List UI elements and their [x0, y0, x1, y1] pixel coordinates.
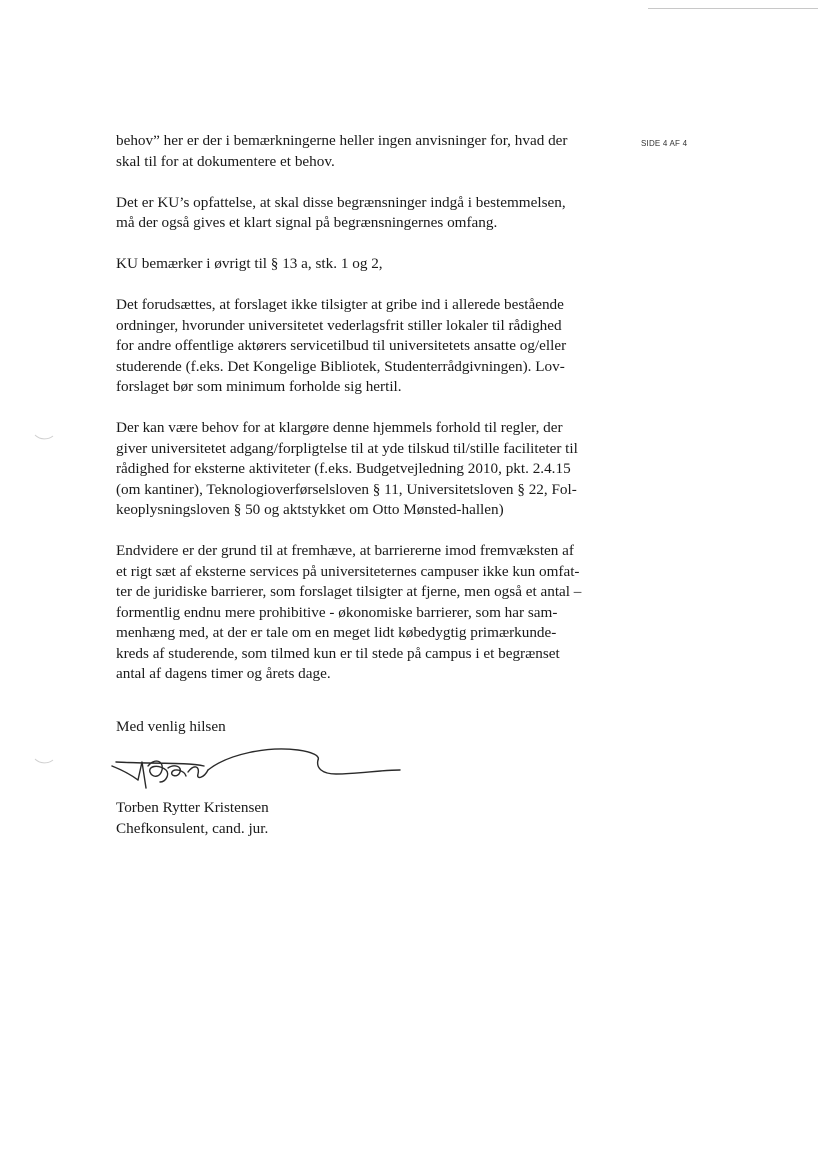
text-line: rådighed for eksterne aktiviteter (f.eks. Budgetvejledning 2010, pkt. 2.4.15 [116, 460, 571, 477]
text-line: KU bemærker i øvrigt til § 13 a, stk. 1 og 2, [116, 255, 383, 272]
paragraph-ku-opfattelse [116, 193, 616, 234]
text-line: antal af dagens timer og årets dage. [116, 665, 331, 682]
paragraph-behov [116, 131, 616, 172]
text-line: må der også gives et klart signal på begrænsningernes omfang. [116, 214, 498, 231]
text-line: ordninger, hvorunder universitetet vederlagsfrit stiller lokaler til rådighed [116, 316, 562, 334]
text-line: keoplysningsloven § 50 og aktstykket om Otto Mønsted-hallen) [116, 501, 504, 518]
closing-greeting: Med venlig hilsen [116, 718, 226, 735]
margin-punch-mark [34, 432, 54, 442]
paragraph-hjemmel [116, 418, 616, 521]
paragraph-ku-bemaerker [116, 254, 616, 275]
top-edge-rule [648, 8, 818, 9]
text-line: Det forudsættes, at forslaget ikke tilsigter at gribe ind i allerede bestående [116, 296, 564, 313]
text-line: giver universitetet adgang/forpligtelse til at yde tilskud til/stille faciliteter til [116, 439, 578, 457]
paragraph-forudsaettes [116, 295, 616, 398]
signer-block [116, 798, 269, 839]
text-line: et rigt sæt af eksterne services på universiteternes campuser ikke kun omfat- [116, 562, 580, 580]
letter-body [116, 131, 616, 705]
text-line: behov” her er der i bemærkningerne heller ingen anvisninger for, hvad der [116, 132, 568, 149]
text-line: ter de juridiske barrierer, som forslaget tilsigter at fjerne, men også et antal – [116, 583, 582, 600]
margin-punch-mark [34, 756, 54, 766]
text-line: Det er KU’s opfattelse, at skal disse begrænsninger indgå i bestemmelsen, [116, 193, 566, 211]
text-line: for andre offentlige aktørers servicetilbud til universitetets ansatte og/eller [116, 337, 567, 354]
paragraph-barrierer [116, 541, 616, 685]
text-line: menhæng med, at der er tale om en meget lidt købedygtig primærkunde- [116, 624, 557, 641]
text-line: formentlig endnu mere prohibitive - økonomiske barrierer, som har sam- [116, 603, 558, 621]
text-line: Der kan være behov for at klargøre denne hjemmels forhold til regler, der [116, 419, 563, 436]
signer-title: Chefkonsulent, cand. jur. [116, 819, 269, 837]
text-line: Endvidere er der grund til at fremhæve, at barriererne imod fremvæksten af [116, 542, 574, 559]
text-line: forslaget bør som minimum forholde sig hertil. [116, 378, 402, 395]
signer-name: Torben Rytter Kristensen [116, 799, 269, 816]
handwritten-signature [108, 748, 408, 804]
text-line: studerende (f.eks. Det Kongelige Bibliotek, Studenterrådgivningen). Lov- [116, 357, 565, 375]
page-number-label: SIDE 4 AF 4 [641, 139, 688, 148]
text-line: skal til for at dokumentere et behov. [116, 152, 335, 170]
text-line: (om kantiner), Teknologioverførselsloven § 11, Universitetsloven § 22, Fol- [116, 480, 577, 498]
text-line: kreds af studerende, som tilmed kun er til stede på campus i et begrænset [116, 644, 560, 662]
